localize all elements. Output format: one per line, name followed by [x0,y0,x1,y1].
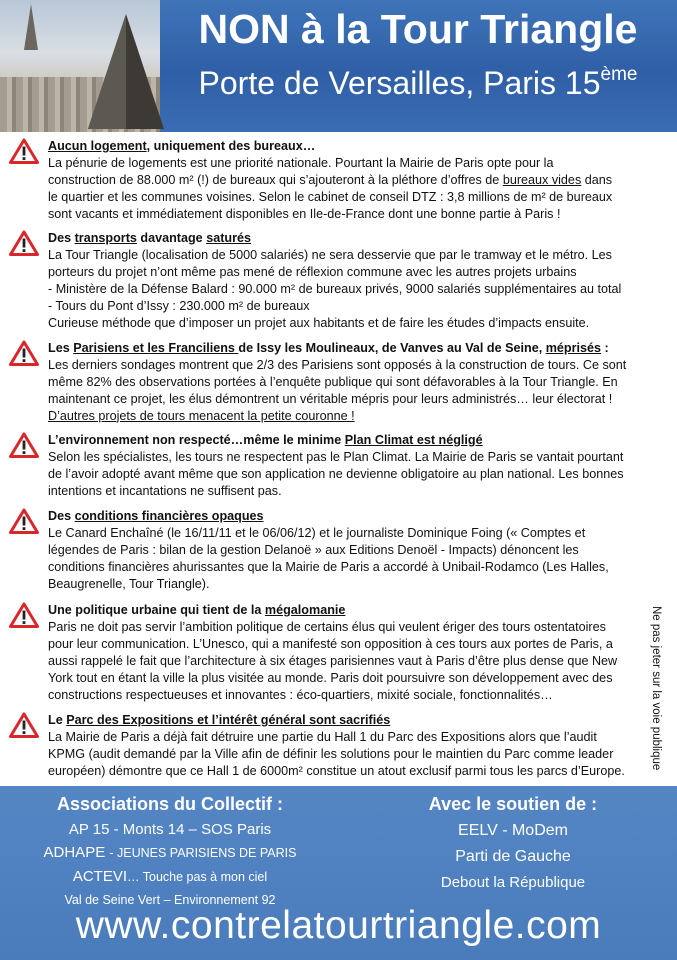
heading-segment: : [601,341,609,355]
warning-triangle-icon [9,432,39,458]
association-detail: - JEUNES PARISIENS DE PARIS [109,846,297,860]
association-item [20,865,320,889]
argument-heading [48,712,660,729]
paris-tower-photo [0,0,160,132]
argument-line [48,559,660,576]
argument-line [48,247,660,264]
associations-title: Associations du Collectif : [56,794,284,814]
argument-line [48,172,660,189]
argument-line [48,542,660,559]
argument-line [48,466,660,483]
heading-segment: Les [48,341,74,355]
line-segment: Paris ne doit pas servir l’ambition politique de certains élus qui veulent ériger des tours ostentatoires [48,619,606,634]
warning-triangle-icon [9,712,39,738]
heading-segment: méprisés [545,341,602,355]
line-segment: européen) démontre que ce Hall 1 de 6000m² constitue un atout exclusif parmi tous les parcs d’Europe. [48,763,625,778]
argument-line [48,374,660,391]
argument-line [48,264,660,281]
argument-line [48,483,660,500]
argument-line [48,763,660,780]
heading-segment: Plan Climat est négligé [344,433,483,447]
heading-segment: Aucun logement [48,139,147,153]
argument-line [48,687,660,704]
heading-segment: Parisiens et les Franciliens [73,341,239,355]
association-item: AP 15 - Monts 14 – SOS Paris [68,821,272,838]
argument-heading [48,508,660,525]
line-segment: pour leur communication. L’Unesco, qui a manifesté son opposition à ces tours aux portes de Paris, a [48,636,613,651]
line-segment: maintenant ce projet, les élus démontrent un véritable mépris pour leurs administrés… leur électorat ! [48,391,613,406]
website-url[interactable]: www.contrelatourtriangle.com [75,904,602,947]
association-name: ADHAPE [43,844,110,861]
heading-segment: saturés [206,231,251,245]
argument-text [48,602,660,703]
heading-segment: de Issy les Moulineaux, de Vanves au Val de Seine, [238,341,546,355]
argument-line [48,636,660,653]
argument-line [48,653,660,670]
argument-heading [48,230,660,247]
argument-text [48,712,660,780]
association-item: Val de Seine Vert – Environnement 92 [64,893,276,907]
argument-heading [48,340,660,357]
argument-line [48,206,660,223]
footer-banner [0,786,677,960]
page-title: NON à la Tour Triangle [198,6,638,52]
argument-text [48,138,660,223]
supporter-item: EELV - MoDem [458,822,568,839]
argument-line [48,155,660,172]
association-item [20,841,320,865]
line-segment: Le Canard Enchaîné (le 16/11/11 et le 06/06/12) et le journaliste Dominique Foing (« Comptes et [48,525,586,540]
argument-line [48,619,660,636]
heading-segment: Des [48,509,75,523]
subtitle-superscript: ème [600,64,638,85]
argument-line [48,357,660,374]
line-segment: dans [581,172,613,187]
line-segment: sont vacants et immédiatement disponibles en Ile-de-France dont une bonne partie à Paris ! [48,206,561,221]
argument-line [48,449,660,466]
tour-triangle-face [88,14,126,129]
line-segment: conditions financières ahurissantes que la Mairie de Paris a accordé à Unibail-Rodamco (Les Halles, [48,559,609,574]
argument-line [48,281,660,298]
argument-text [48,508,660,593]
line-segment: le quartier et les communes voisines. Selon le cabinet de conseil DTZ : 3,8 millions de m² de bureaux [48,189,613,204]
argument-heading [48,602,660,619]
line-segment: aussi rappelé le fait que l’architecture à six étages parisiennes vaut à Paris d’être plus dense que New [48,653,618,668]
warning-triangle-icon [9,230,39,256]
argument-line [48,525,660,542]
warning-triangle-icon [9,138,39,164]
association-name: ACTEVI [72,868,128,885]
heading-segment: , uniquement des bureaux… [146,139,316,153]
argument-line [48,670,660,687]
support-title: Avec le soutien de : [428,794,598,814]
supporter-item: Parti de Gauche [455,848,571,865]
line-segment: construction de 88.000 m² (!) de bureaux qui s’ajouteront à la pléthore d’offres de [48,172,503,187]
heading-segment: Le [48,713,67,727]
line-segment: D’autres projets de tours menacent la petite couronne ! [48,408,355,423]
argument-text [48,340,660,425]
line-segment: légendes de Paris : bilan de la gestion Delanoë » aux Editions Denoël - Impacts) dénoncent les [48,542,579,557]
line-segment: Curieuse méthode que d’imposer un projet aux habitants et de faire les études d’impacts ensuite. [48,315,590,330]
line-segment: Selon les spécialistes, les tours ne respectent pas le Plan Climat. La Mairie de Paris se vantait pourtant [48,449,624,464]
argument-line [48,408,660,425]
heading-segment: Parc des Expositions et l’intérêt général sont sacrifiés [66,713,391,727]
page-subtitle [168,64,668,102]
warning-triangle-icon [9,508,39,534]
line-segment: KPMG (audit demandé par la Ville afin de définir les solutions pour le maintien du Parc comme leader [48,746,614,761]
argument-line [48,189,660,206]
line-segment: bureaux vides [502,172,582,187]
line-segment: La pénurie de logements est une priorité nationale. Pourtant la Mairie de Paris opte pour la [48,155,554,170]
heading-segment: L’environnement non respecté…même le minime [48,433,345,447]
argument-line [48,576,660,593]
line-segment: - Ministère de la Défense Balard : 90.000 m² de bureaux privés, 9000 salariés supplémentaires au total [48,281,622,296]
line-segment: La Tour Triangle (localisation de 5000 salariés) ne sera desservie que par le tramway et le métro. Les [48,247,612,262]
line-segment: Beaugrenelle, Tour Triangle). [48,576,210,591]
warning-triangle-icon [9,340,39,366]
line-segment: constructions respectueuses et innovantes : éco-quartiers, mixité sociale, fonctionnalités… [48,687,553,702]
line-segment: porteurs du projet n’ont même pas mené de réflexion commune avec les autres projets urbains [48,264,577,279]
subtitle-text: Porte de Versailles, Paris 15 [198,65,601,101]
argument-line [48,391,660,408]
line-segment: - Tours du Pont d’Issy : 230.000 m² de bureaux [48,298,310,313]
heading-segment: davantage [136,231,207,245]
argument-line [48,746,660,763]
argument-heading [48,432,660,449]
argument-heading [48,138,660,155]
heading-segment: Une politique urbaine qui tient de la [48,603,265,617]
argument-line [48,315,660,332]
argument-text [48,432,660,500]
supporters-list [368,818,658,896]
line-segment: York tout en étant la ville la plus visitée au monde. Paris doit poursuivre son développement avec des [48,670,613,685]
association-detail: … Touche pas à mon ciel [127,870,268,884]
associations-list [20,818,320,912]
line-segment: de l’avoir adopté avant même que son application ne devienne obligatoire au plan national. Les bonnes [48,466,624,481]
eiffel-tower-shape [24,4,38,50]
heading-segment: Des [48,231,75,245]
argument-line [48,298,660,315]
heading-segment: mégalomanie [264,603,346,617]
line-segment: intentions et incantations ne suffisent pas. [48,483,282,498]
heading-segment: transports [74,231,137,245]
argument-text [48,230,660,331]
side-note: Ne pas jeter sur la voie publique [650,606,662,771]
header-banner [0,0,677,132]
heading-segment: conditions financières opaques [74,509,264,523]
line-segment: La Mairie de Paris a déjà fait détruire une partie du Hall 1 du Parc des Expositions alors que l’audit [48,729,597,744]
warning-triangle-icon [9,602,39,628]
line-segment: même 82% des observations portées à l’enquête publique qui sont défavorables à la Tour Triangle. En [48,374,618,389]
argument-line [48,729,660,746]
supporter-item: Debout la République [440,874,586,891]
line-segment: Les derniers sondages montrent que 2/3 des Parisiens sont opposés à la construction de tours. Ce sont [48,357,627,372]
